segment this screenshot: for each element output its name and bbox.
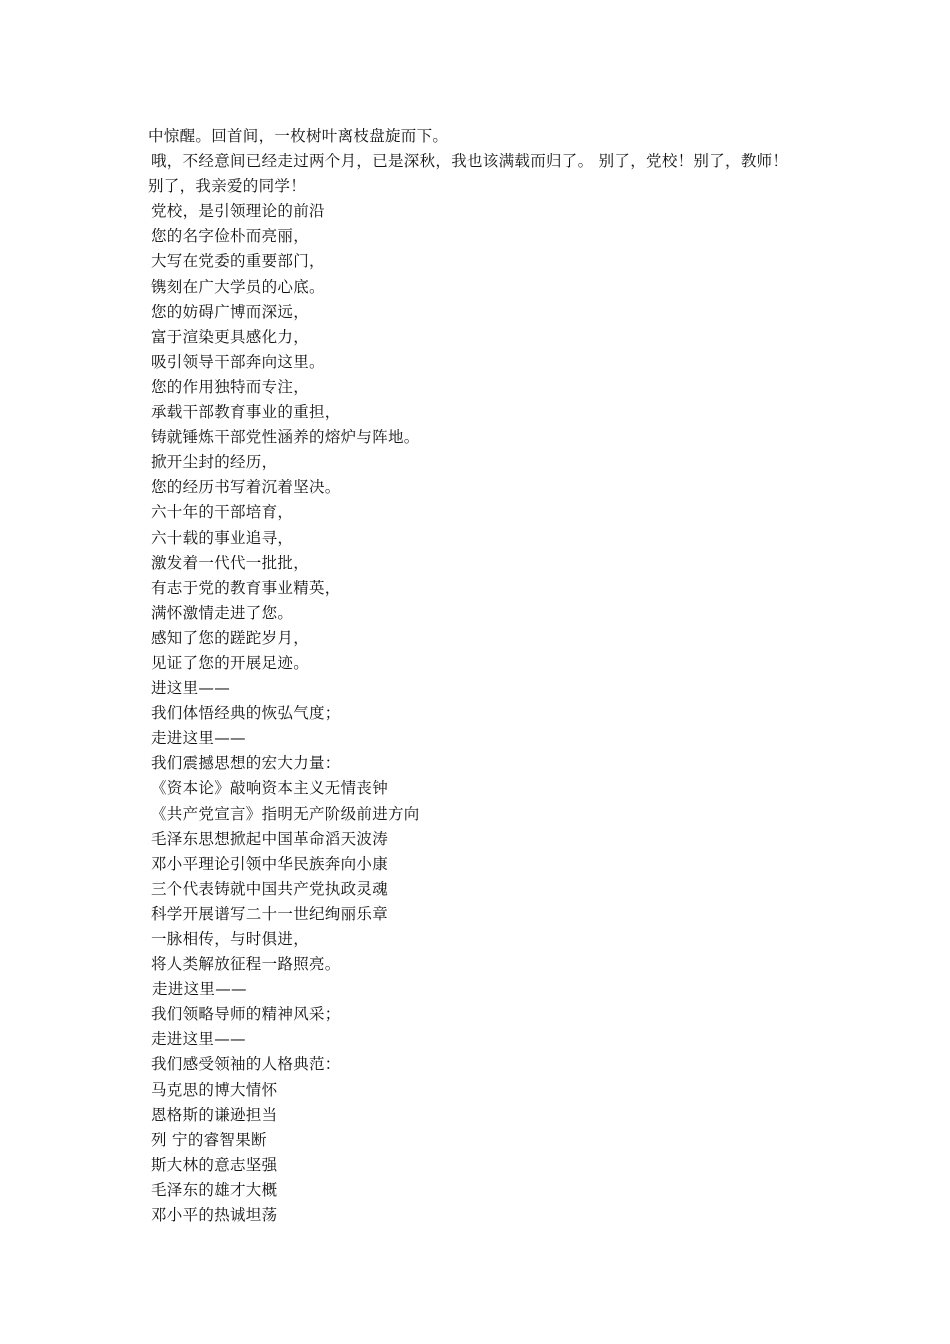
text-line: 您的经历书写着沉着坚决。 [151, 478, 341, 497]
text-line: 哦，不经意间已经走过两个月，已是深秋，我也该满载而归了。 别了，党校！别了，教师！ [151, 152, 789, 171]
text-line: 将人类解放征程一路照亮。 [151, 955, 341, 974]
text-line: 有志于党的教育事业精英， [151, 578, 341, 597]
text-line: 邓小平理论引领中华民族奔向小康 [151, 854, 389, 873]
text-line: 毛泽东的雄才大概 [151, 1180, 278, 1199]
text-line: 见证了您的开展足迹。 [151, 653, 310, 672]
text-line: 铸就锤炼干部党性涵养的熔炉与阵地。 [151, 428, 420, 447]
text-line: 别了，我亲爱的同学！ [148, 177, 307, 196]
text-line: 邓小平的热诚坦荡 [151, 1206, 278, 1225]
text-line: 中惊醒。回首间，一枚树叶离枝盘旋而下。 [148, 127, 449, 145]
text-line: 我们体悟经典的恢弘气度； [151, 704, 341, 723]
text-line: 掀开尘封的经历， [151, 453, 278, 472]
text-line: 三个代表铸就中国共产党执政灵魂 [151, 879, 389, 898]
text-line: 斯大林的意志坚强 [151, 1155, 278, 1174]
text-line: 大写在党委的重要部门， [151, 252, 325, 271]
text-line: 镌刻在广大学员的心底。 [151, 277, 325, 296]
text-line: 走进这里—— [151, 1030, 246, 1049]
text-line: 恩格斯的谦逊担当 [151, 1105, 278, 1124]
text-line: 您的作用独特而专注， [151, 377, 310, 396]
text-line: 走进这里—— [152, 980, 247, 999]
text-line: 我们领略导师的精神风采； [151, 1005, 341, 1024]
document-body [0, 124, 950, 1228]
text-line: 毛泽东思想掀起中国革命滔天波涛 [151, 829, 389, 848]
text-line: 走进这里—— [151, 729, 246, 748]
text-line: 我们感受领袖的人格典范： [151, 1055, 341, 1074]
text-line: 满怀激情走进了您。 [151, 603, 294, 622]
text-line: 列 宁的睿智果断 [151, 1130, 267, 1149]
text-line: 《共产党宣言》指明无产阶级前进方向 [151, 804, 420, 823]
text-line: 您的妨碍广博而深远， [151, 302, 310, 321]
text-line: 吸引领导干部奔向这里。 [151, 352, 325, 371]
text-line: 党校，是引领理论的前沿 [151, 202, 325, 221]
text-line: 科学开展谱写二十一世纪绚丽乐章 [151, 904, 389, 923]
text-line: 六十年的干部培育， [151, 503, 294, 522]
text-line: 一脉相传，与时俱进， [151, 930, 310, 948]
text-line: 激发着一代代一批批， [151, 553, 310, 572]
text-line: 感知了您的蹉跎岁月， [151, 628, 310, 647]
text-line: 马克思的博大情怀 [151, 1080, 278, 1099]
text-line: 我们震撼思想的宏大力量： [151, 754, 341, 773]
text-line: 承载干部教育事业的重担， [151, 403, 341, 422]
text-line: 六十载的事业追寻， [151, 528, 294, 547]
text-line: 您的名字俭朴而亮丽， [151, 227, 310, 246]
text-line: 进这里—— [151, 679, 231, 698]
text-line: 《资本论》敲响资本主义无情丧钟 [151, 779, 389, 798]
text-line: 富于渲染更具感化力， [151, 327, 310, 346]
